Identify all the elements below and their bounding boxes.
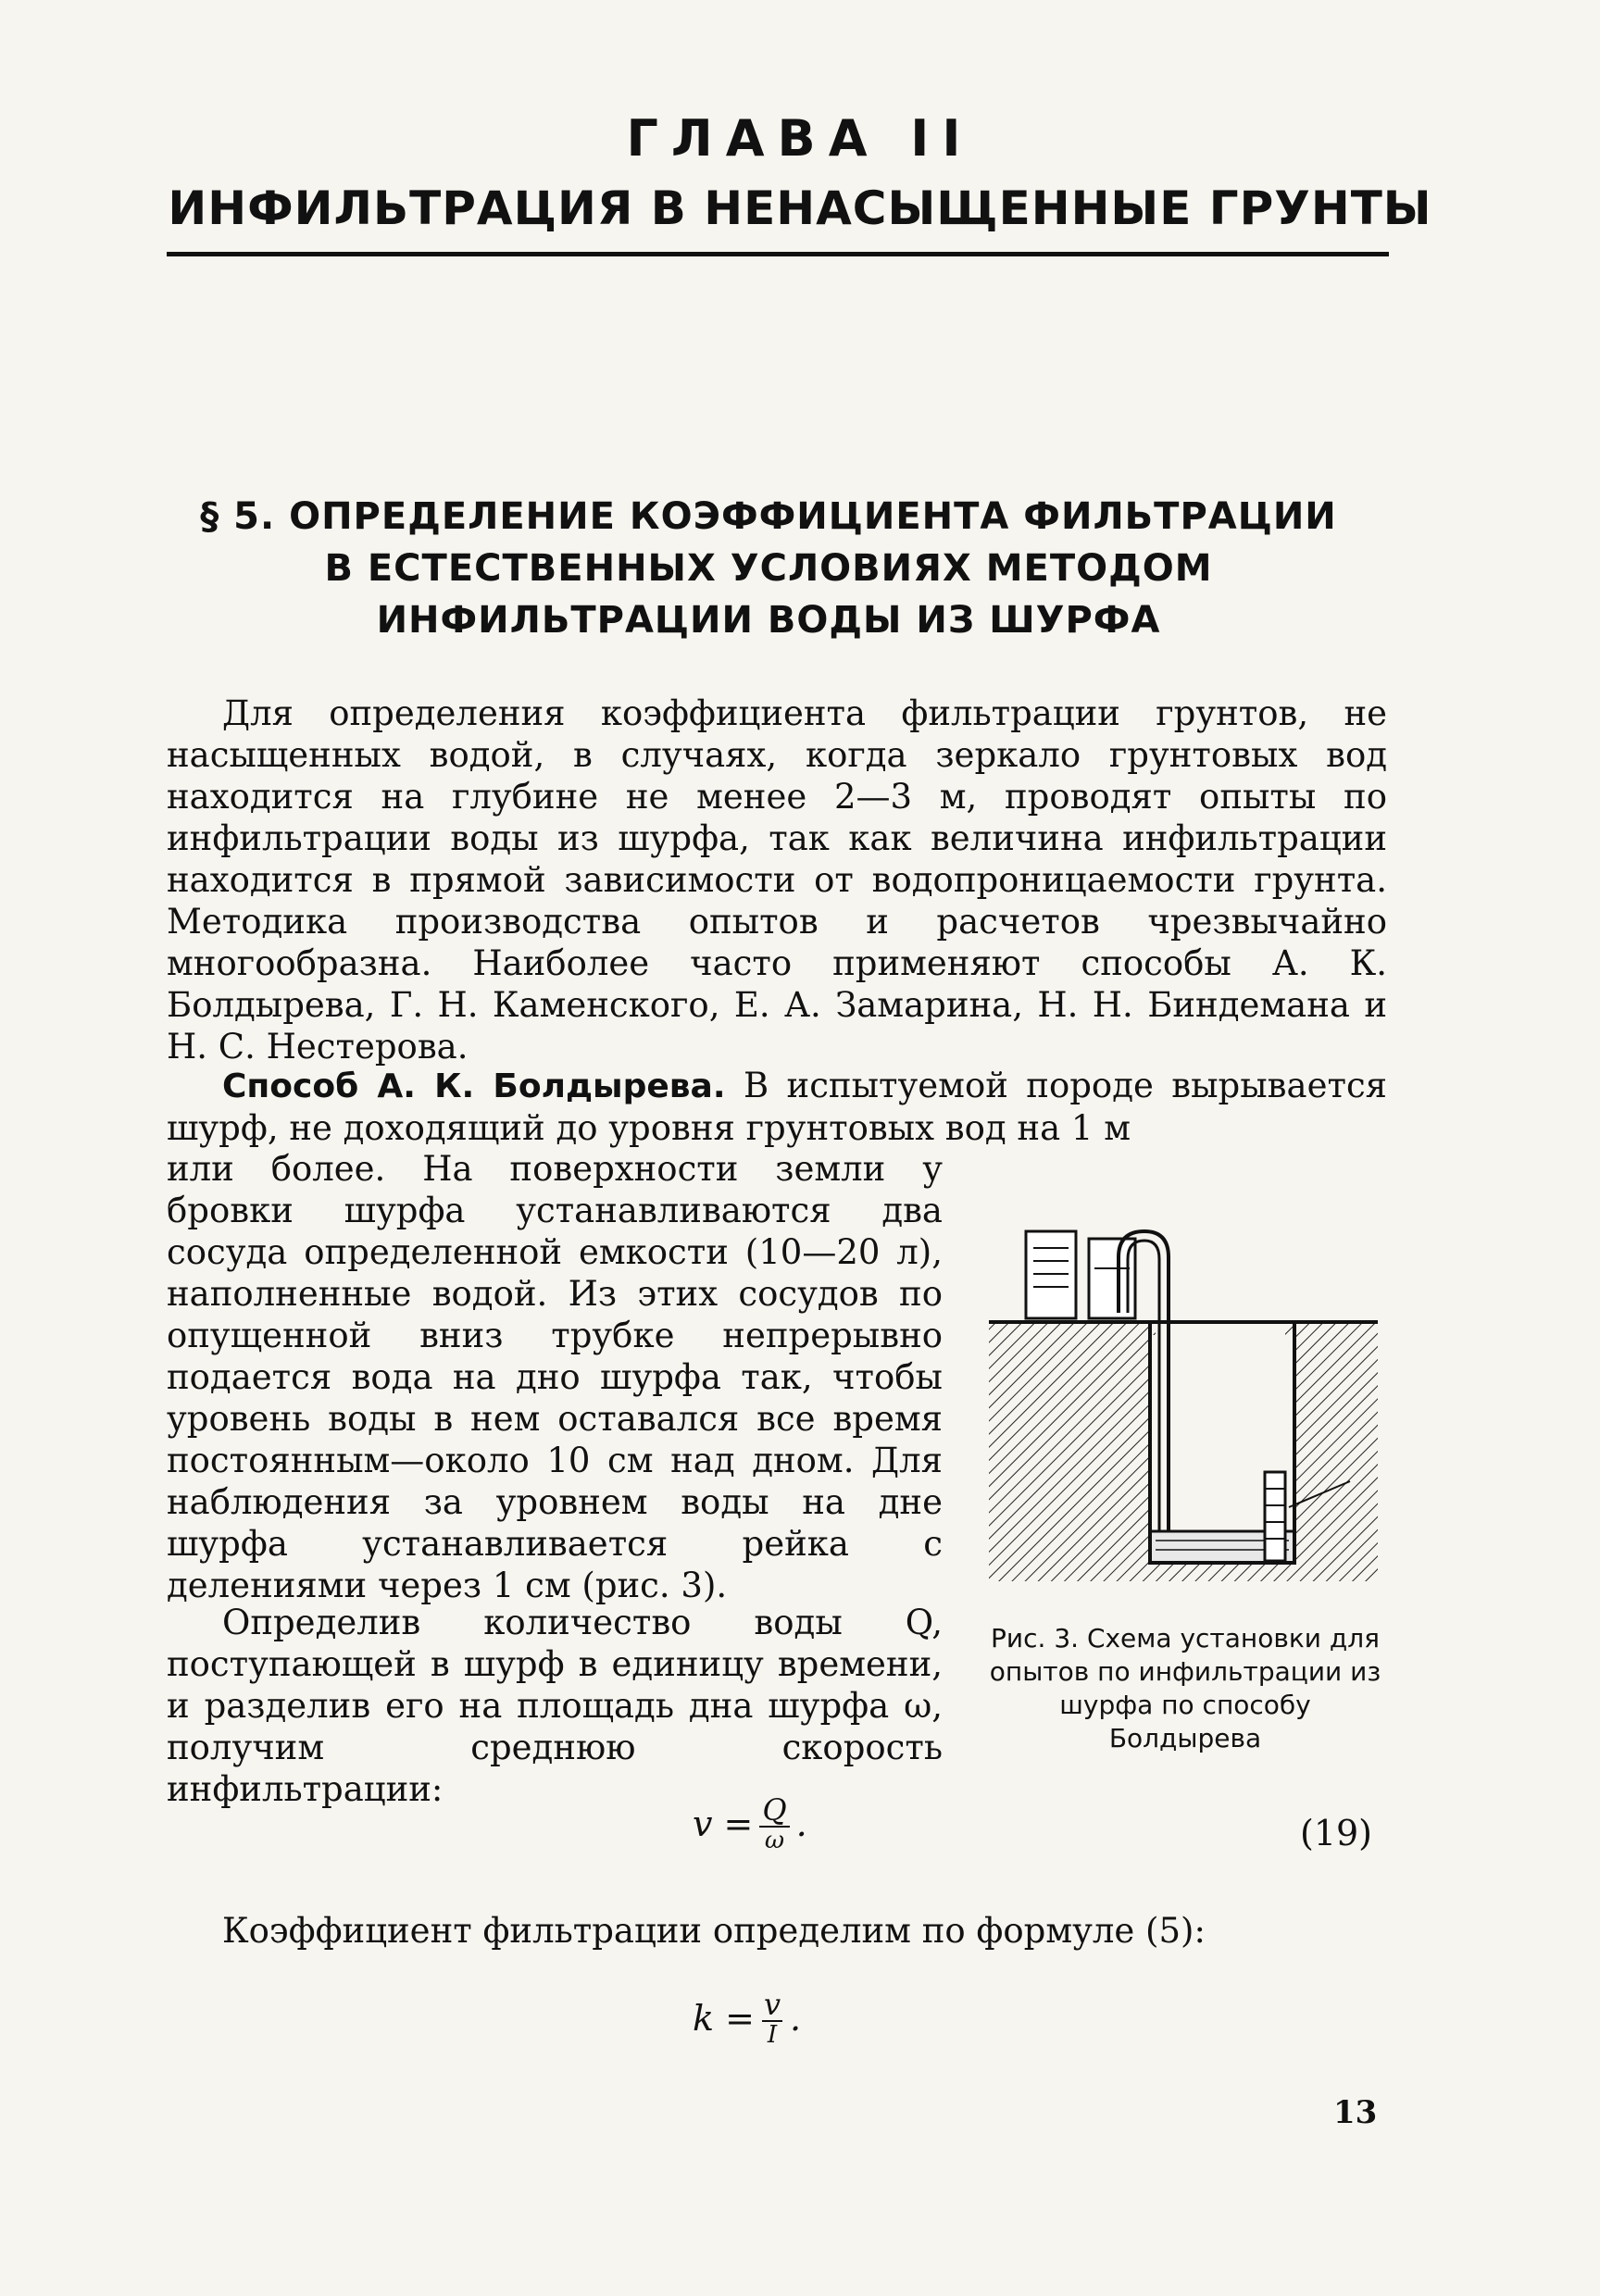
- fraction-numerator: Q: [762, 1792, 787, 1828]
- title-rule: [167, 252, 1389, 256]
- paragraph-lead: Способ А. К. Болдырева.: [222, 1067, 726, 1105]
- formula-tail: .: [795, 1803, 807, 1844]
- paragraph-infiltration-rate: Определив количество воды Q, поступающей в шурф в единицу времени, и разделив его на площадь дна шурфа ω, получим среднюю скорость инфильтрации:: [167, 1603, 943, 1809]
- paragraph-text: В испытуемой породе вырывается шурф, не доходящий до уровня грунтовых вод на 1 м: [167, 1066, 1388, 1148]
- fraction-denominator: I: [762, 2020, 782, 2048]
- formula-k: [693, 1989, 801, 2048]
- formula-tail: .: [790, 1998, 802, 2039]
- formula-lhs: k =: [693, 1998, 755, 2039]
- figure-caption: Рис. 3. Схема установки для опытов по инфильтрации из шурфа по способу Болдырева: [989, 1623, 1381, 1753]
- section-title-line: В ЕСТЕСТВЕННЫХ УСЛОВИЯХ МЕТОДОМ: [324, 547, 1213, 590]
- formula-lhs: v =: [693, 1803, 754, 1844]
- soil-left: [989, 1335, 1150, 1581]
- formula-19: [693, 1794, 807, 1853]
- paragraph-boldyrev-method: [167, 1065, 1387, 1149]
- equation-number: (19): [1300, 1813, 1373, 1853]
- chapter-title: ИНФИЛЬТРАЦИЯ В НЕНАСЫЩЕННЫЕ ГРУНТЫ: [168, 181, 1432, 235]
- formula-fraction: [758, 1989, 786, 2048]
- fraction-numerator: v: [763, 1987, 781, 2022]
- paragraph-boldyrev-continued: или более. На поверхности земли у бровки шурфа устанавливаются два сосуда определенной емкости (10—20 л), наполненные водой. Из этих сосудов по опущенной вниз трубке непрерывно подается вода на дно шурфа так, чтобы уровень воды в нем оставался все время постоянным—около 10 см над дном. Для наблюдения за уровнем воды на дне шурфа устанавливается рейка с делениями через 1 см (рис. 3).: [167, 1149, 943, 1605]
- ground-hatch: [989, 1324, 1156, 1335]
- section-title-line: § 5. ОПРЕДЕЛЕНИЕ КОЭФФИЦИЕНТА ФИЛЬТРАЦИИ: [200, 495, 1337, 538]
- measuring-staff: [1265, 1472, 1285, 1561]
- formula-fraction: [756, 1794, 792, 1853]
- section-title-line: ИНФИЛЬТРАЦИИ ВОДЫ ИЗ ШУРФА: [376, 599, 1161, 642]
- ground-hatch: [1285, 1324, 1378, 1335]
- chapter-label: ГЛАВА II: [626, 109, 974, 168]
- page-number: 13: [1333, 2094, 1378, 2131]
- fraction-denominator: ω: [759, 1826, 790, 1853]
- paragraph-intro: Для определения коэффициента фильтрации грунтов, не насыщенных водой, в случаях, когда зеркало грунтовых вод находится на глубине не менее 2—3 м, проводят опыты по инфильтрации воды из шурфа, так как величина инфильтрации находится в прямой зависимости от водопроницаемости грунта. Методика производства опытов и расчетов чрезвычайно многообразна. Наиболее часто применяют способы А. К. Болдырева, Г. Н. Каменского, Е. А. Замарина, Н. Н. Биндемана и Н. С. Нестерова.: [167, 693, 1387, 1067]
- paragraph-filtration-coefficient: Коэффициент фильтрации определим по формуле (5):: [222, 1911, 1206, 1951]
- section-title: [148, 491, 1389, 646]
- pit-setup-figure: [980, 1220, 1387, 1591]
- soil-right: [1294, 1335, 1378, 1581]
- soil-bottom: [1150, 1563, 1294, 1581]
